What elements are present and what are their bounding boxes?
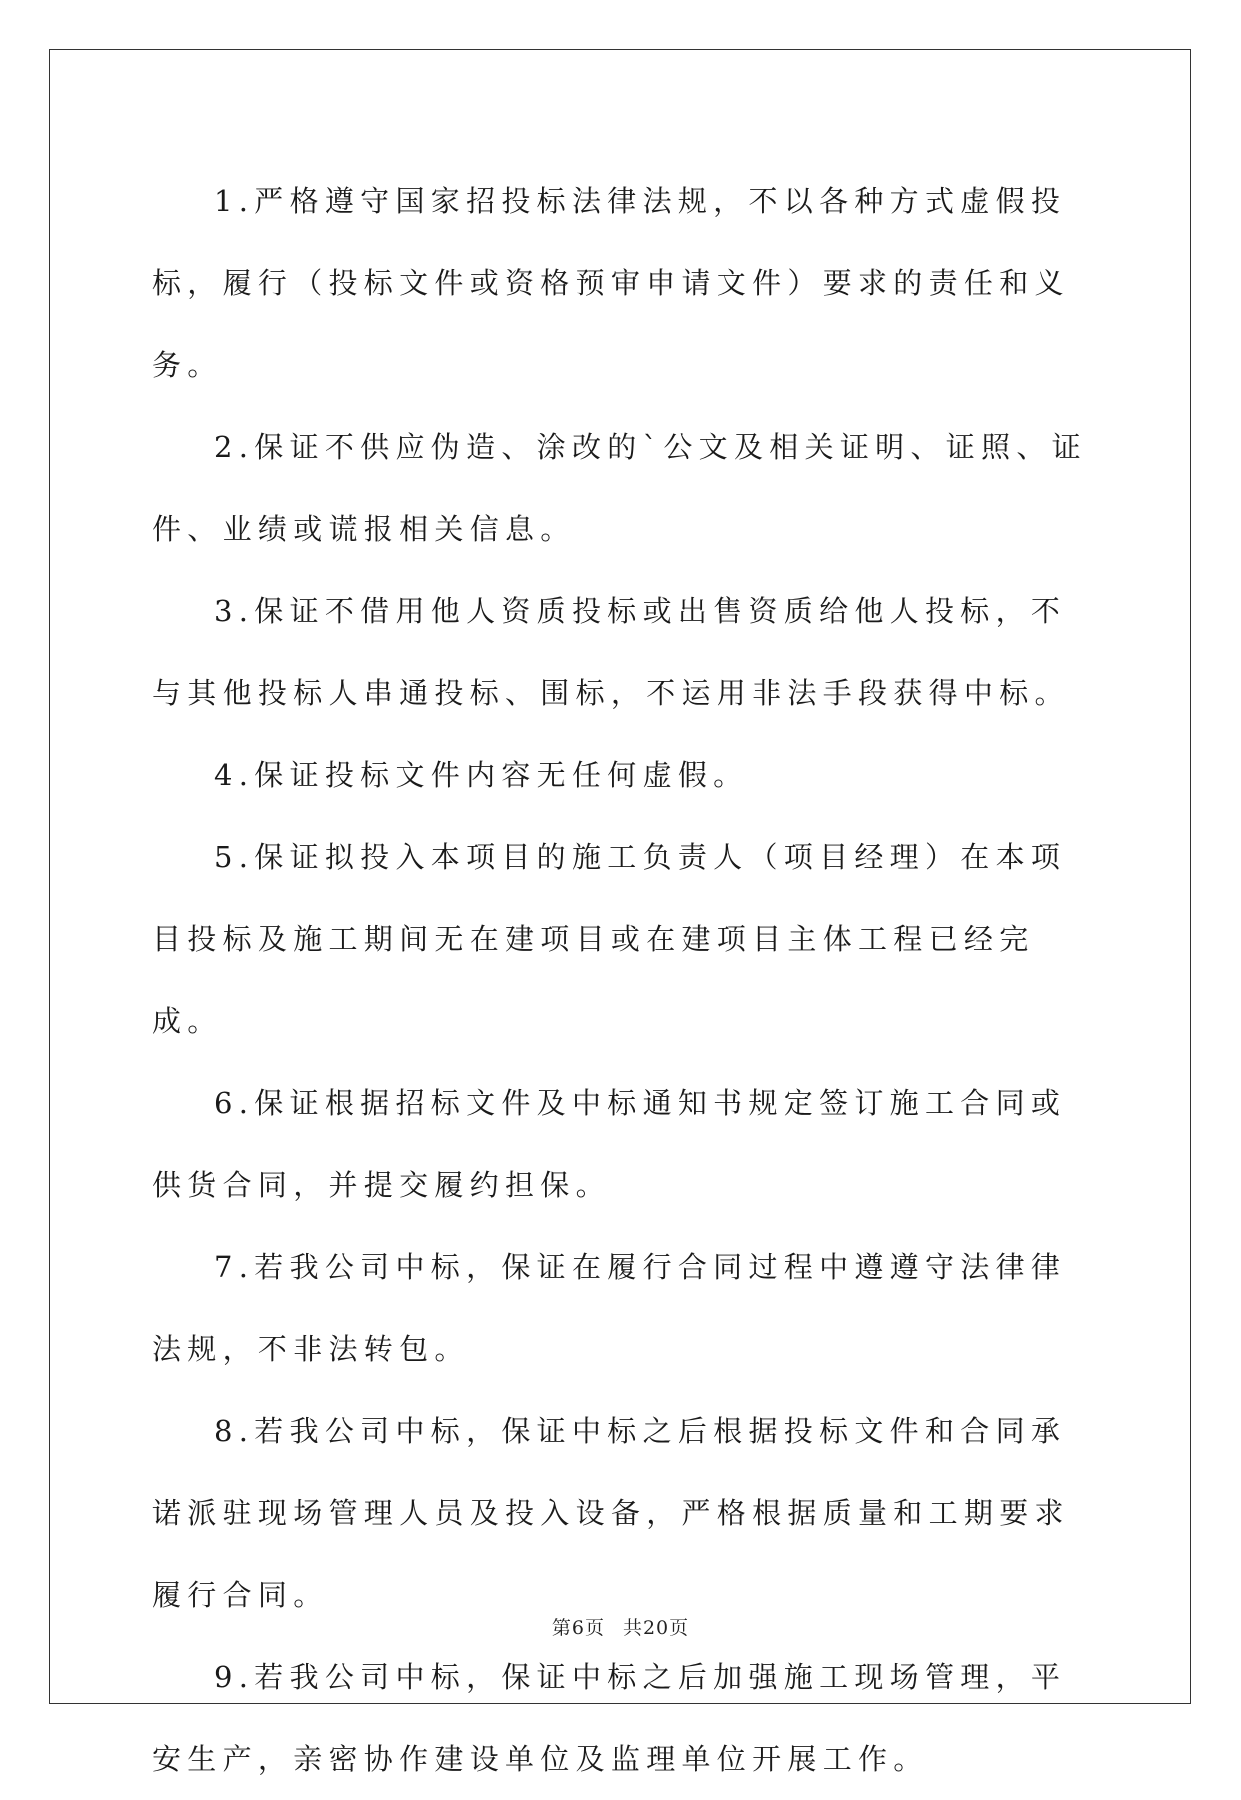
paragraph-3: 3.保证不借用他人资质投标或出售资质给他人投标，不与其他投标人串通投标、围标，不运用非法手段获得中标。 bbox=[152, 594, 1070, 710]
page-footer bbox=[0, 1613, 1241, 1640]
paragraph-9: 9.若我公司中标，保证中标之后加强施工现场管理，平安生产，亲密协作建设单位及监理单位开展工作。 bbox=[152, 1660, 1067, 1776]
paragraph-1: 1.严格遵守国家招投标法律法规，不以各种方式虚假投标，履行（投标文件或资格预审申请文件）要求的责任和义务。 bbox=[152, 184, 1070, 382]
paragraph-8: 8.若我公司中标，保证中标之后根据投标文件和合同承诺派驻现场管理人员及投入设备，严格根据质量和工期要求履行合同。 bbox=[152, 1414, 1070, 1612]
document-body bbox=[152, 160, 1092, 1800]
paragraph-5: 5.保证拟投入本项目的施工负责人（项目经理）在本项目投标及施工期间无在建项目或在建项目主体工程已经完成。 bbox=[152, 840, 1067, 1038]
paragraph-4: 4.保证投标文件内容无任何虚假。 bbox=[214, 758, 749, 792]
page-number: 第6页 bbox=[551, 1617, 605, 1639]
page-count: 共20页 bbox=[622, 1617, 690, 1639]
paragraph-7: 7.若我公司中标，保证在履行合同过程中遵遵守法律律法规，不非法转包。 bbox=[152, 1250, 1067, 1366]
paragraph-2: 2.保证不供应伪造、涂改的`公文及相关证明、证照、证件、业绩或谎报相关信息。 bbox=[152, 430, 1087, 546]
paragraph-6: 6.保证根据招标文件及中标通知书规定签订施工合同或供货合同，并提交履约担保。 bbox=[152, 1086, 1067, 1202]
